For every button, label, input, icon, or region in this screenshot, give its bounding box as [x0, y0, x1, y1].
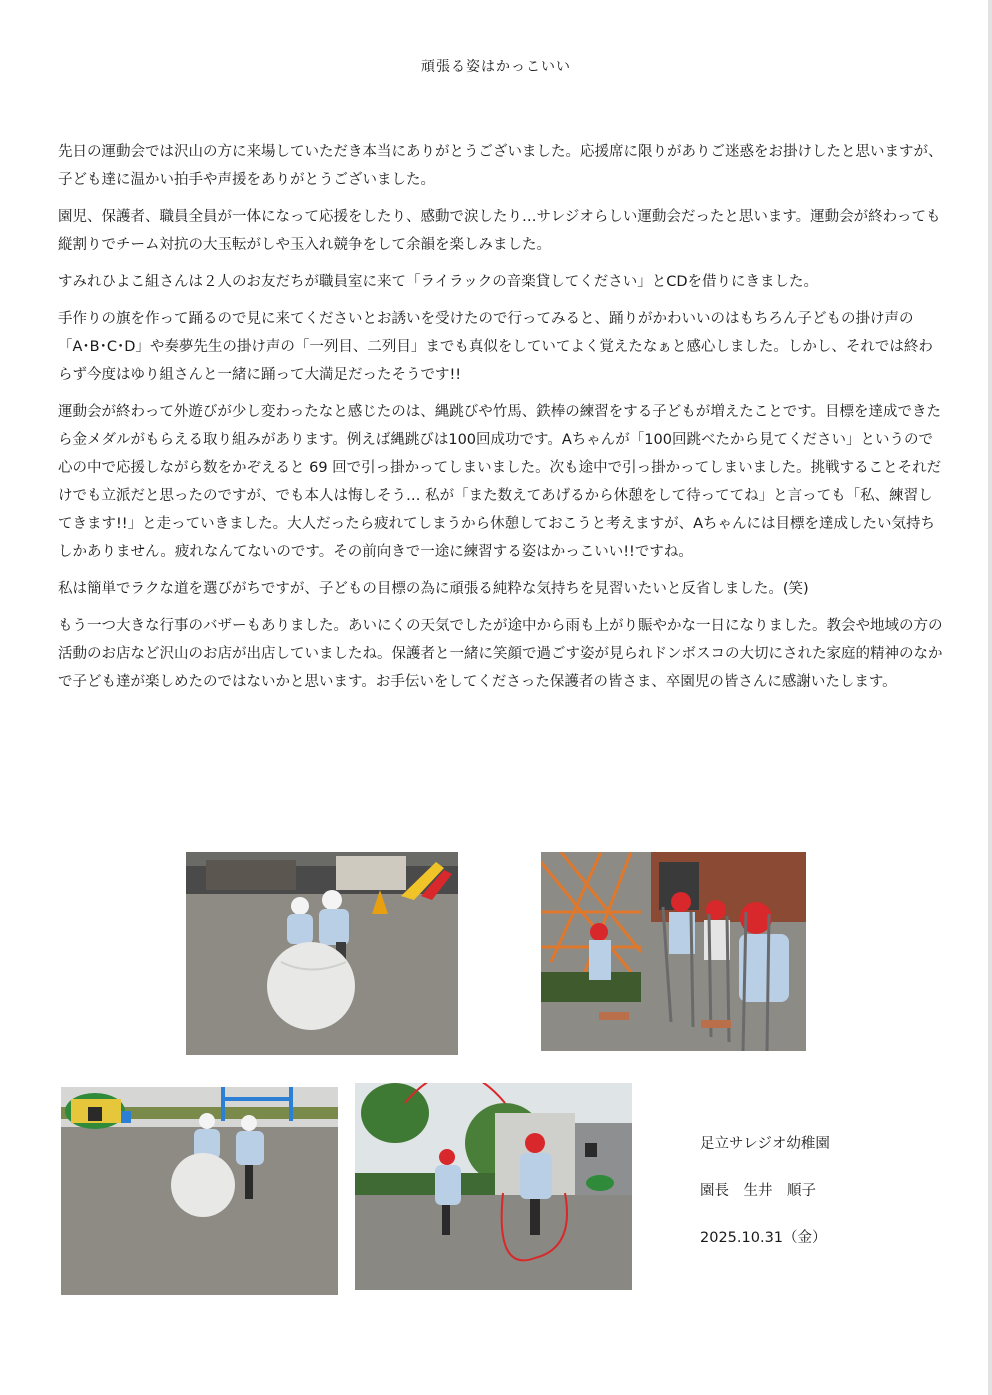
paragraph: 私は簡単でラクな道を選びがちですが、子どもの目標の為に頑張る純粋な気持ちを見習いたいと反省しました。(笑): [58, 581, 809, 597]
photo-ball-rolling-1: [186, 852, 458, 1055]
letter-date: 2025.10.31（金）: [700, 1230, 827, 1246]
letter-body: [58, 138, 944, 705]
page-title: 頑張る姿はかっこいい: [421, 59, 571, 75]
paragraph: 運動会が終わって外遊びが少し変わったなと感じたのは、縄跳びや竹馬、鉄棒の練習をする子どもが増えたことです。目標を達成できたら金メダルがもらえる取り組みがあります。例えば縄跳びは100回成功です。Aちゃんが「100回跳べたから見てください」というので心の中で応援しながら数をかぞえると 69 回で引っ掛かってしまいました。次も途中で引っ掛かってしまいました。挑戦することそれだけでも立派だと思ったのですが、でも本人は悔しそう… 私が「また数えてあげるから休憩をして待っててね」と言っても「私、練習してきます!!」と走っていきました。大人だったら疲れてしまうから休憩しておこうと考えますが、Aちゃんには目標を達成したい気持ちしかありません。疲れなんてないのです。その前向きで一途に練習する姿はかっこいい!!ですね。: [58, 404, 942, 560]
paragraph: 園児、保護者、職員全員が一体になって応援をしたり、感動で涙したり…サレジオらしい運動会だったと思います。運動会が終わっても縦割りでチーム対抗の大玉転がしや玉入れ競争をして余韻を楽しみました。: [58, 209, 941, 253]
photo-stilts: [541, 852, 806, 1051]
photo-jump-rope: [355, 1083, 632, 1290]
paragraph: 先日の運動会では沢山の方に来場していただき本当にありがとうございました。応援席に限りがありご迷惑をお掛けしたと思いますが、子ども達に温かい拍手や声援をありがとうございました。: [58, 144, 943, 188]
signature-block: [700, 1132, 830, 1273]
school-name: 足立サレジオ幼稚園: [700, 1136, 830, 1152]
paragraph: すみれひよこ組さんは２人のお友だちが職員室に来て「ライラックの音楽貸してください」とCDを借りにきました。: [58, 274, 819, 290]
page-edge: [988, 0, 992, 1395]
paragraph: もう一つ大きな行事のバザーもありました。あいにくの天気でしたが途中から雨も上がり賑やかな一日になりました。教会や地域の方の活動のお店など沢山のお店が出店していましたね。保護者と一緒に笑顔で過ごす姿が見られドンボスコの大切にされた家庭的精神のなかで子ども達が楽しめたのではないかと思います。お手伝いをしてくださった保護者の皆さま、卒園児の皆さんに感謝いたします。: [58, 618, 943, 690]
principal-name: 園長 生井 順子: [700, 1183, 816, 1199]
paragraph: 手作りの旗を作って踊るので見に来てくださいとお誘いを受けたので行ってみると、踊りがかわいいのはもちろん子どもの掛け声の「A･B･C･D」や奏夢先生の掛け声の「一列目、二列目」までも真似をしていてよく覚えたなぁと感心しました。しかし、それでは終わらず今度はゆり組さんと一緒に踊って大満足だったそうです!!: [58, 311, 933, 383]
photo-ball-rolling-2: [61, 1087, 338, 1295]
